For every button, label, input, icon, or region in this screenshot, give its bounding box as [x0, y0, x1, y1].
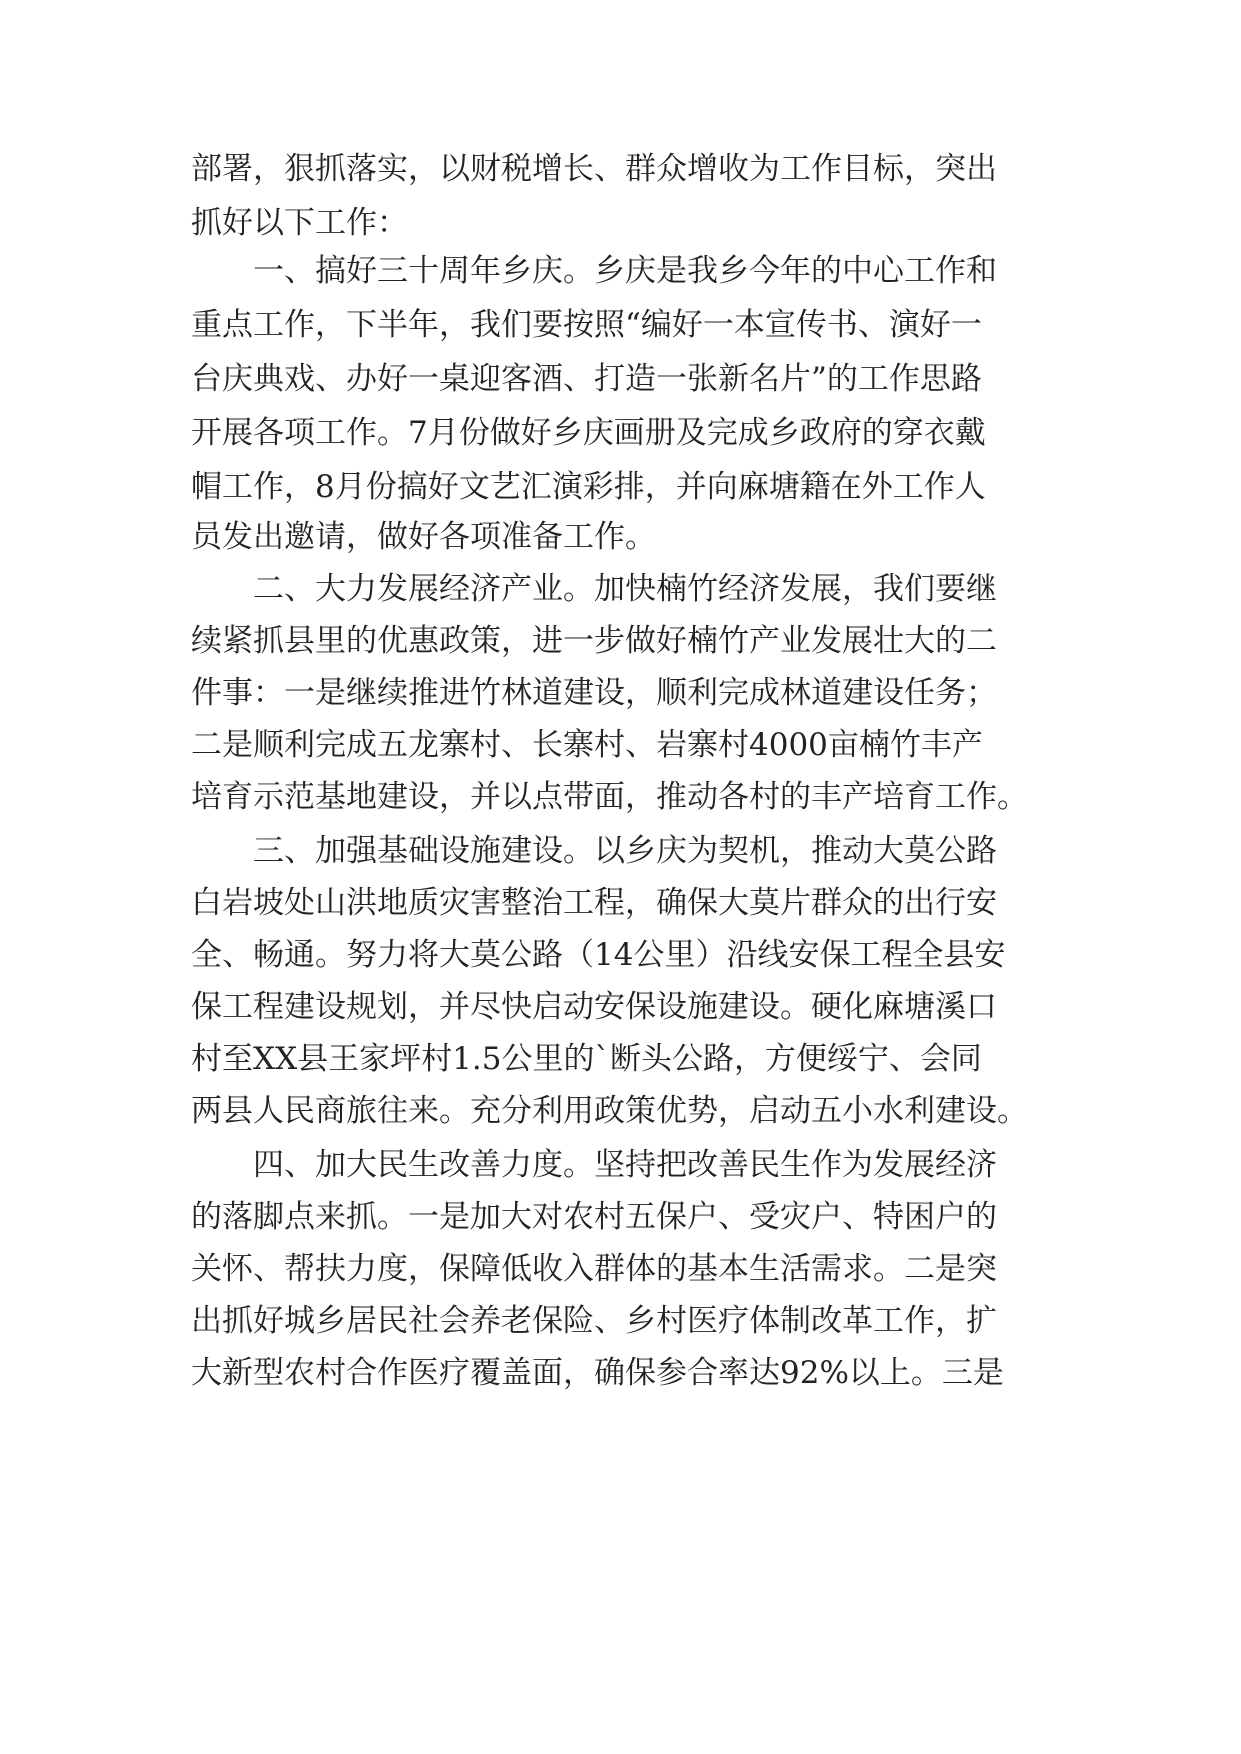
- text-line: 村至XX县王家坪村1.5公里的`断头公路，方便绥宁、会同: [191, 1041, 982, 1077]
- text-line: 台庆典戏、办好一桌迎客酒、打造一张新名片”的工作思路: [191, 361, 982, 397]
- paragraph-start-line: 一、搞好三十周年乡庆。乡庆是我乡今年的中心工作和: [253, 253, 997, 289]
- paragraph-start-line: 二、大力发展经济产业。加快楠竹经济发展，我们要继: [253, 571, 997, 607]
- text-line: 两县人民商旅往来。充分利用政策优势，启动五小水利建设。: [191, 1093, 1028, 1129]
- paragraph-start-line: 三、加强基础设施建设。以乡庆为契机，推动大莫公路: [253, 833, 997, 869]
- text-line: 部署，狠抓落实，以财税增长、群众增收为工作目标，突出: [191, 151, 997, 187]
- text-line: 白岩坡处山洪地质灾害整治工程，确保大莫片群众的出行安: [191, 885, 997, 921]
- text-line: 培育示范基地建设，并以点带面，推动各村的丰产培育工作。: [191, 779, 1028, 815]
- text-line: 全、畅通。努力将大莫公路（14公里）沿线安保工程全县安: [191, 937, 1006, 973]
- text-line: 的落脚点来抓。一是加大对农村五保户、受灾户、特困户的: [191, 1199, 997, 1235]
- text-line: 保工程建设规划，并尽快启动安保设施建设。硬化麻塘溪口: [191, 989, 997, 1025]
- text-line: 二是顺利完成五龙寨村、长寨村、岩寨村4000亩楠竹丰产: [191, 727, 983, 763]
- text-line: 帽工作，8月份搞好文艺汇演彩排，并向麻塘籍在外工作人: [191, 469, 986, 505]
- text-line: 开展各项工作。7月份做好乡庆画册及完成乡政府的穿衣戴: [191, 415, 986, 451]
- text-line: 件事：一是继续推进竹林道建设，顺利完成林道建设任务；: [191, 675, 997, 711]
- text-line: 抓好以下工作：: [191, 205, 408, 241]
- text-line: 关怀、帮扶力度，保障低收入群体的基本生活需求。二是突: [191, 1251, 997, 1287]
- paragraph-start-line: 四、加大民生改善力度。坚持把改善民生作为发展经济: [253, 1147, 997, 1183]
- text-line: 大新型农村合作医疗覆盖面，确保参合率达92%以上。三是: [191, 1355, 1004, 1391]
- text-line: 员发出邀请，做好各项准备工作。: [191, 519, 656, 555]
- text-line: 重点工作，下半年，我们要按照“编好一本宣传书、演好一: [191, 307, 982, 343]
- text-line: 出抓好城乡居民社会养老保险、乡村医疗体制改革工作，扩: [191, 1303, 997, 1339]
- text-line: 续紧抓县里的优惠政策，进一步做好楠竹产业发展壮大的二: [191, 623, 997, 659]
